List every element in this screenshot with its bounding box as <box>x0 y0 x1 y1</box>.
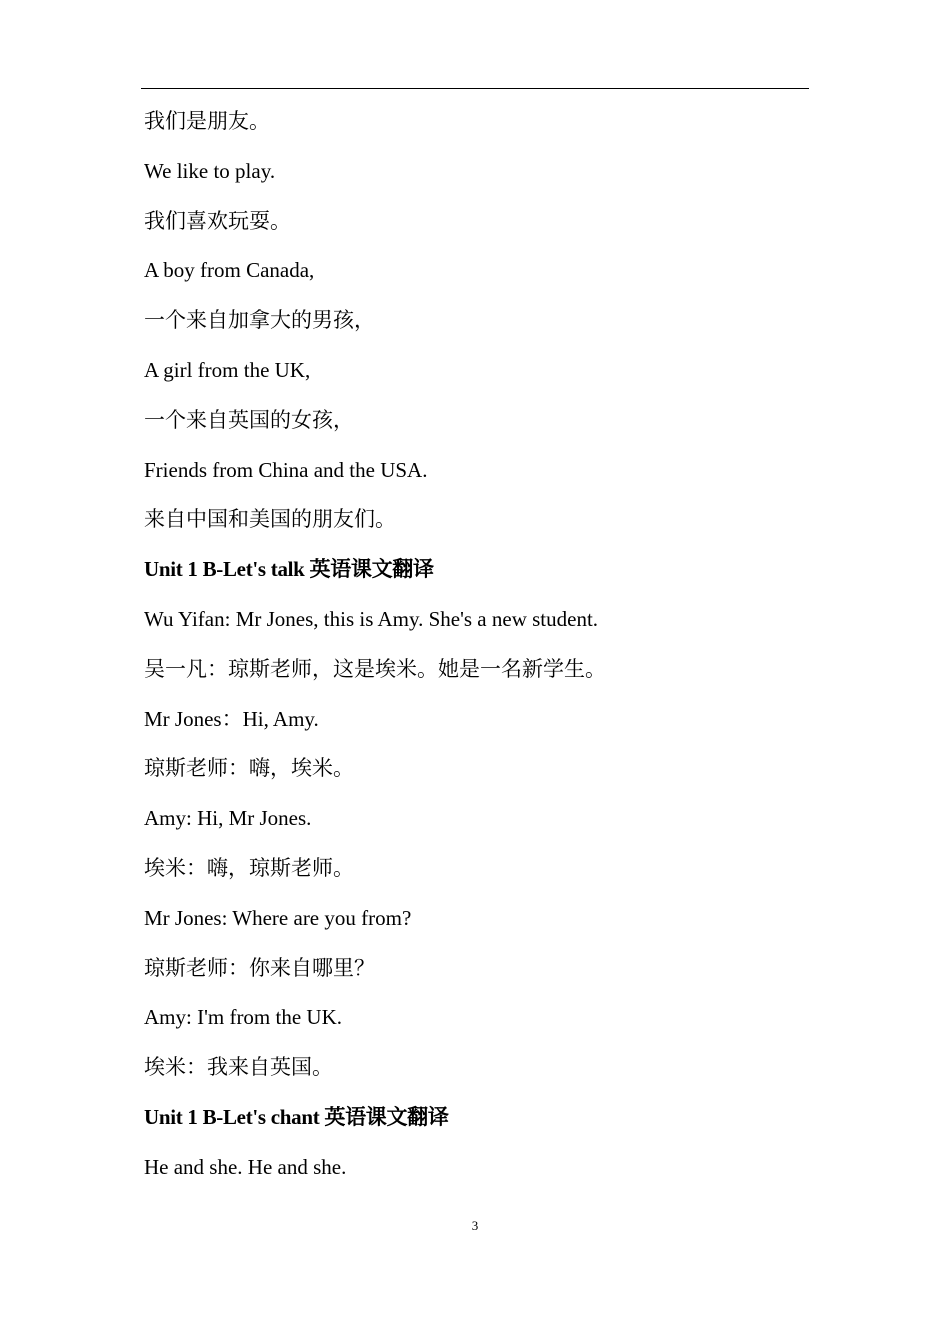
section-heading: Unit 1 B-Let's chant 英语课文翻译 <box>144 1104 449 1129</box>
text-line: 埃米：我来自英国。 <box>144 1055 333 1080</box>
document-body <box>144 100 824 1196</box>
text-line: A boy from Canada, <box>144 258 315 283</box>
text-line: Wu Yifan: Mr Jones, this is Amy. She's a new student. <box>144 606 599 631</box>
text-line: 琼斯老师：你来自哪里？ <box>144 955 375 980</box>
text-line: 琼斯老师：嗨，埃米。 <box>144 756 354 781</box>
text-line: He and she. He and she. <box>144 1154 347 1179</box>
page-number: 3 <box>471 1218 479 1233</box>
text-line: 吴一凡：琼斯老师，这是埃米。她是一名新学生。 <box>144 656 606 681</box>
text-line: 我们喜欢玩耍。 <box>144 208 291 233</box>
section-heading: Unit 1 B-Let's talk 英语课文翻译 <box>144 557 434 582</box>
text-line: A girl from the UK, <box>144 357 311 382</box>
text-line: 一个来自英国的女孩， <box>144 407 354 432</box>
text-line: 埃米：嗨，琼斯老师。 <box>144 855 354 880</box>
text-line: Friends from China and the USA. <box>144 457 428 482</box>
text-line: Amy: Hi, Mr Jones. <box>144 806 312 831</box>
text-line: 一个来自加拿大的男孩， <box>144 308 375 333</box>
text-line: We like to play. <box>144 158 276 183</box>
text-line: Mr Jones：Hi, Amy. <box>144 706 319 731</box>
text-line: 来自中国和美国的朋友们。 <box>144 507 396 532</box>
text-line: Amy: I'm from the UK. <box>144 1005 343 1030</box>
header-rule <box>141 88 809 89</box>
text-line: 我们是朋友。 <box>144 109 270 133</box>
text-line: Mr Jones: Where are you from? <box>144 905 412 930</box>
